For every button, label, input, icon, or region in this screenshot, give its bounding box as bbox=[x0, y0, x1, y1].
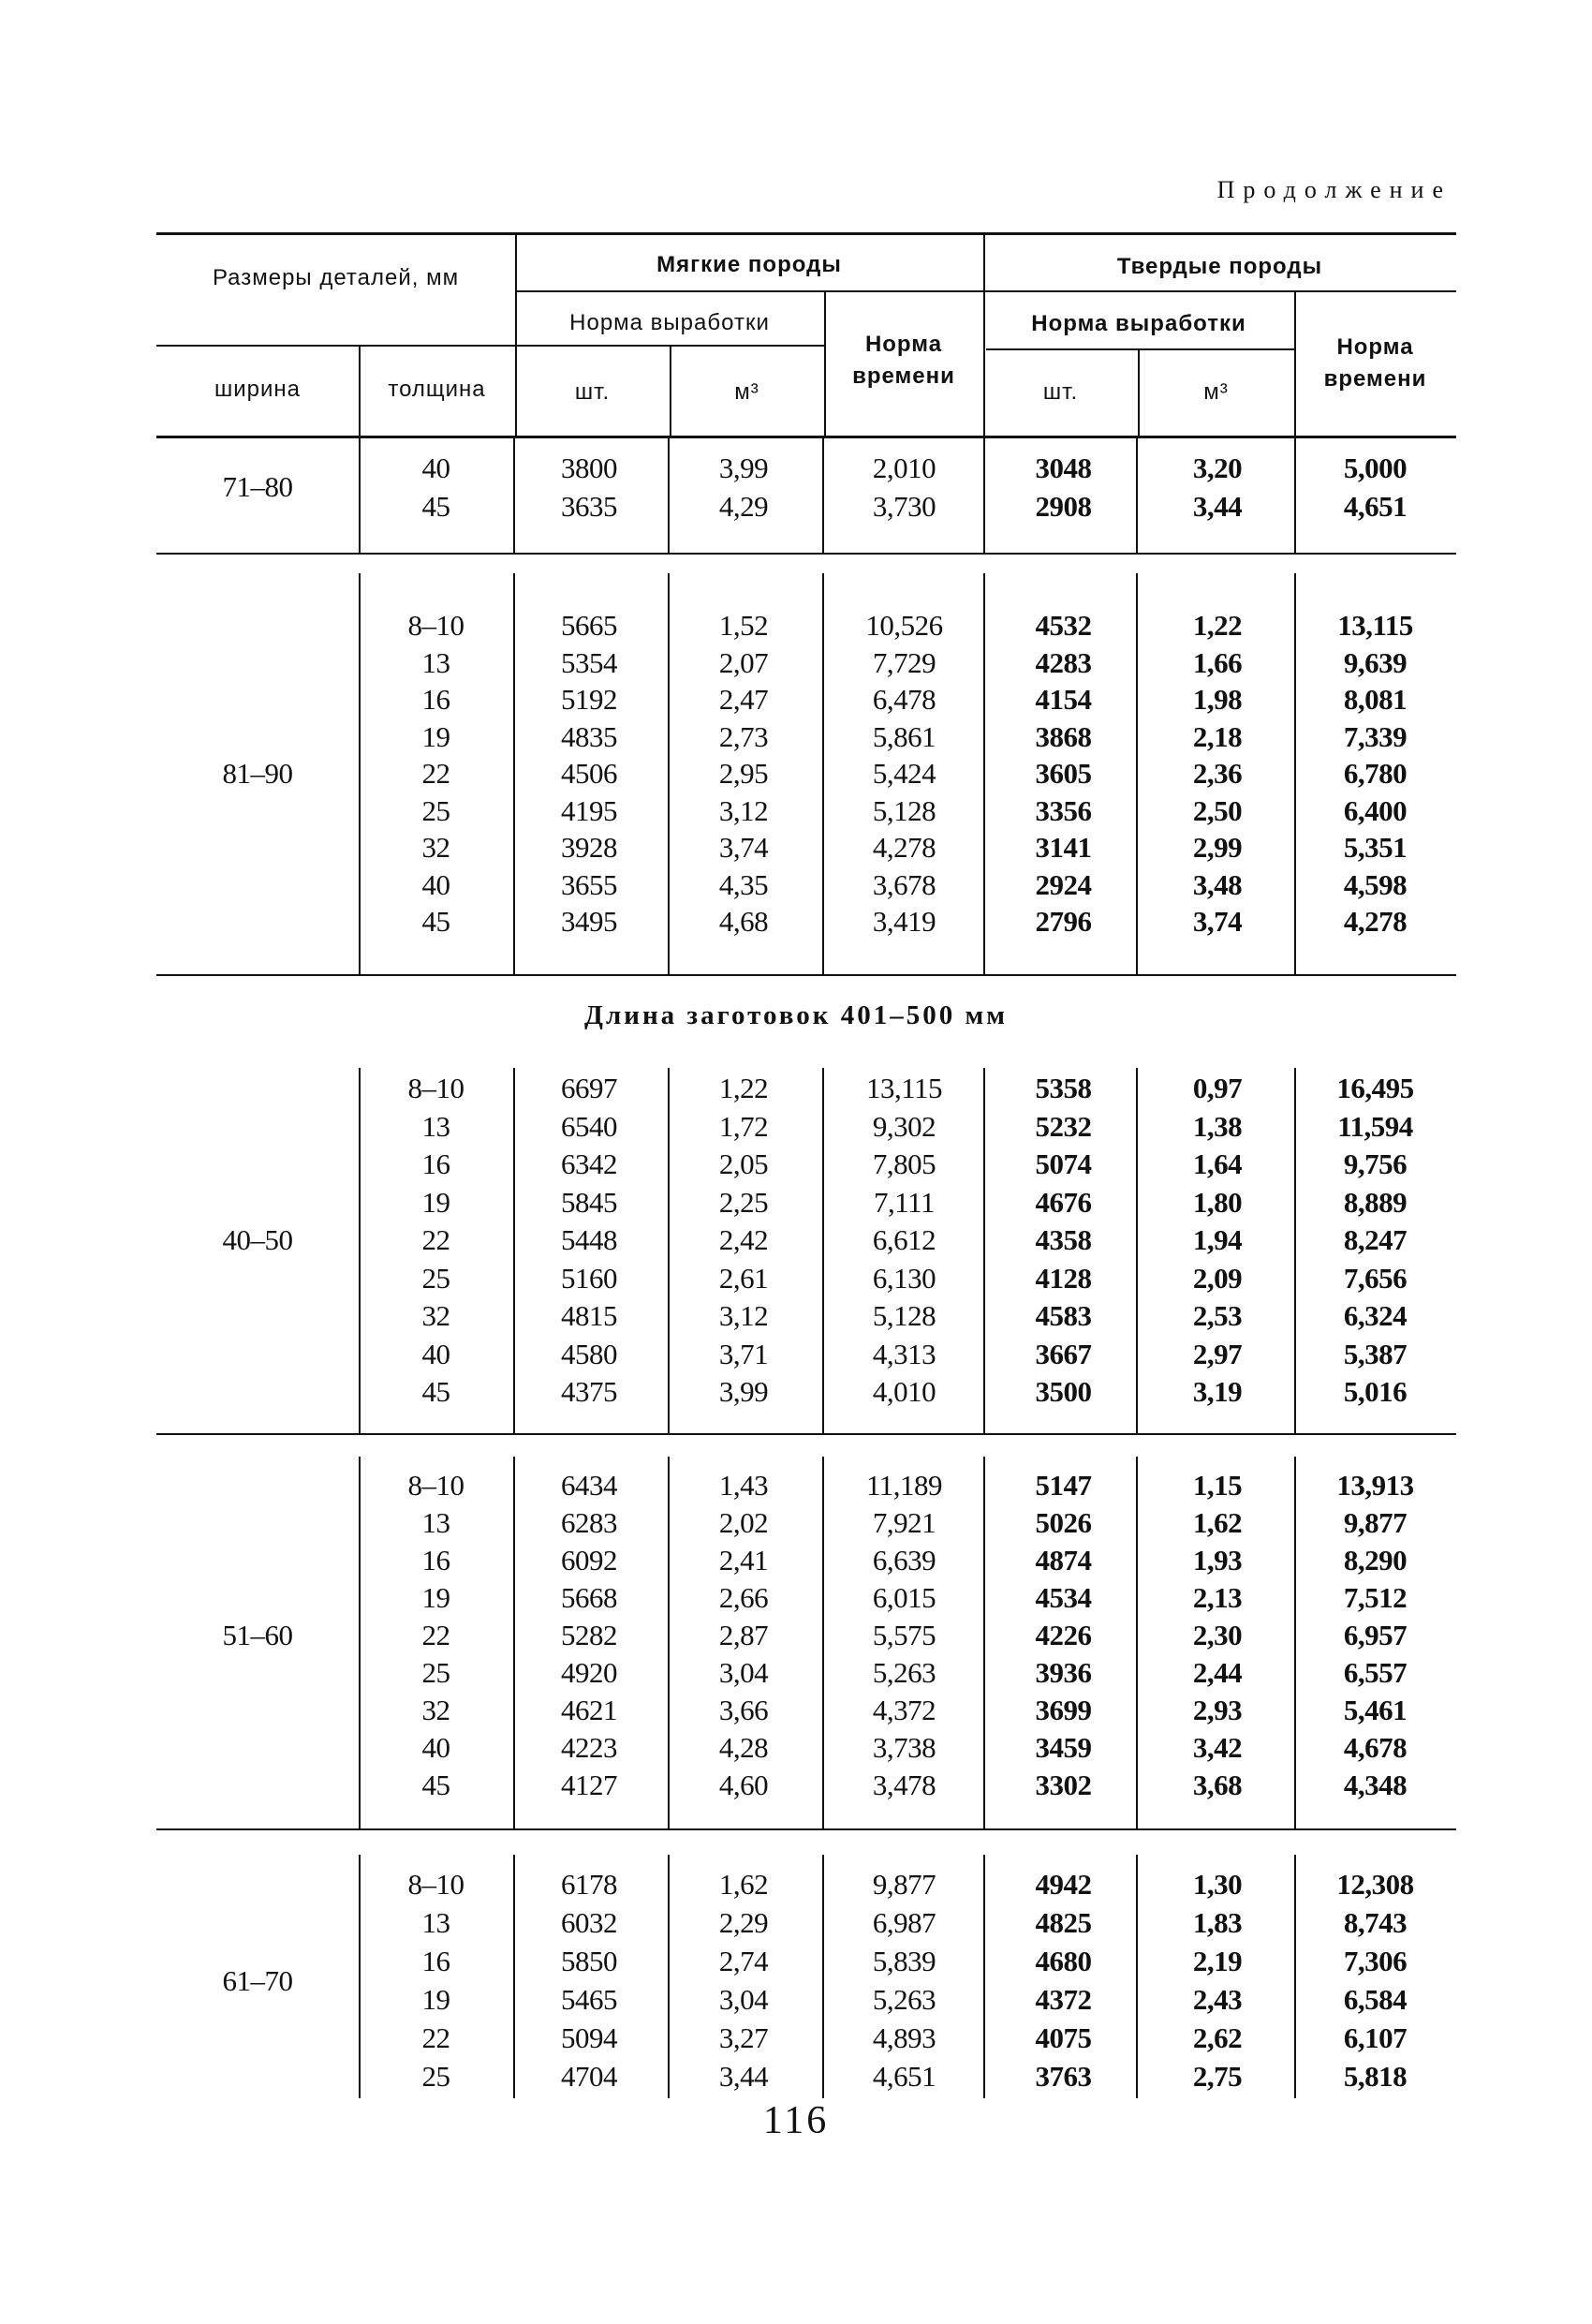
soft-time-value: 5,861 bbox=[872, 719, 936, 753]
soft-pcs-value: 4580 bbox=[561, 1337, 617, 1370]
hard-m3-value: 1,98 bbox=[1192, 683, 1243, 716]
soft-m3-value: 2,25 bbox=[718, 1185, 769, 1219]
soft-pcs-value: 5282 bbox=[561, 1619, 617, 1651]
thickness-value: 25 bbox=[421, 1261, 450, 1295]
soft-time-value: 4,278 bbox=[872, 831, 936, 864]
hard-pcs-value: 5232 bbox=[1035, 1109, 1092, 1143]
thickness-value: 19 bbox=[421, 719, 450, 753]
hard-m3-value: 2,13 bbox=[1192, 1581, 1243, 1614]
hard-pcs-value: 5026 bbox=[1035, 1506, 1092, 1539]
soft-m3-value: 3,04 bbox=[718, 1656, 769, 1689]
soft-pcs-value: 6342 bbox=[561, 1147, 617, 1180]
hard-pcs-value: 3048 bbox=[1035, 451, 1092, 484]
soft-output-norm-header: Норма выработки bbox=[569, 310, 770, 335]
soft-time-value: 5,128 bbox=[872, 793, 936, 827]
soft-m3-value: 3,12 bbox=[718, 793, 769, 827]
hard-pcs-value: 5147 bbox=[1035, 1469, 1092, 1502]
thickness-value: 13 bbox=[421, 1906, 450, 1939]
width-value: 40–50 bbox=[222, 1223, 293, 1256]
soft-m3-value: 2,73 bbox=[718, 719, 769, 753]
hard-woods-header: Твердые породы bbox=[1116, 254, 1323, 279]
thickness-value: 13 bbox=[421, 1109, 450, 1143]
hard-m3-value: 3,42 bbox=[1192, 1731, 1243, 1764]
soft-m3-value: 4,29 bbox=[718, 489, 769, 523]
soft-m3-value: 4,28 bbox=[718, 1731, 769, 1764]
soft-pcs-value: 6540 bbox=[561, 1109, 617, 1143]
hard-m3-value: 1,38 bbox=[1192, 1109, 1243, 1143]
hard-pcs-value: 4825 bbox=[1035, 1906, 1092, 1939]
soft-pcs-value: 4195 bbox=[561, 793, 617, 827]
soft-m3-value: 3,44 bbox=[718, 2060, 769, 2093]
group-separator-rule bbox=[156, 974, 1456, 976]
hard-m3-header: м³ bbox=[1203, 379, 1229, 405]
soft-m3-value: 2,74 bbox=[718, 1945, 769, 1977]
hard-pcs-value: 3699 bbox=[1035, 1694, 1092, 1726]
soft-pcs-value: 4920 bbox=[561, 1656, 617, 1689]
hard-m3-value: 2,09 bbox=[1192, 1261, 1243, 1295]
hard-time-value: 6,400 bbox=[1343, 793, 1408, 827]
hard-time-value: 13,913 bbox=[1336, 1469, 1414, 1502]
soft-time-norm-header-2: времени bbox=[852, 363, 955, 389]
hard-time-value: 9,639 bbox=[1343, 645, 1408, 679]
soft-pcs-value: 6434 bbox=[561, 1469, 617, 1502]
thickness-value: 45 bbox=[421, 489, 450, 523]
hard-m3-value: 2,43 bbox=[1192, 1983, 1243, 2016]
thickness-value: 8–10 bbox=[407, 1868, 464, 1901]
hard-time-value: 11,594 bbox=[1337, 1109, 1413, 1143]
hard-time-value: 8,743 bbox=[1343, 1906, 1408, 1939]
hard-time-value: 13,115 bbox=[1337, 609, 1413, 642]
hard-m3-value: 2,50 bbox=[1192, 793, 1243, 827]
hard-m3-value: 0,97 bbox=[1192, 1072, 1243, 1104]
soft-m3-value: 2,42 bbox=[718, 1223, 769, 1256]
thickness-value: 16 bbox=[421, 1544, 450, 1576]
thickness-value: 22 bbox=[421, 1223, 450, 1256]
hard-time-value: 8,889 bbox=[1343, 1185, 1408, 1219]
soft-time-value: 6,987 bbox=[872, 1906, 936, 1939]
hard-time-value: 4,598 bbox=[1343, 867, 1408, 901]
hard-m3-value: 1,62 bbox=[1192, 1506, 1243, 1539]
hard-time-value: 12,308 bbox=[1336, 1868, 1414, 1901]
soft-time-value: 3,730 bbox=[872, 489, 936, 523]
hard-m3-value: 1,64 bbox=[1192, 1147, 1243, 1180]
continued-label: Продолжение bbox=[1216, 176, 1452, 203]
soft-pcs-value: 5665 bbox=[561, 609, 617, 642]
table-top-rule bbox=[156, 232, 1456, 235]
soft-pcs-value: 4127 bbox=[561, 1769, 617, 1801]
soft-m3-value: 4,60 bbox=[718, 1769, 769, 1801]
soft-pcs-value: 5094 bbox=[561, 2021, 617, 2054]
hard-pcs-value: 4128 bbox=[1035, 1261, 1092, 1295]
hard-time-value: 6,957 bbox=[1343, 1619, 1408, 1651]
thickness-value: 40 bbox=[421, 1337, 450, 1370]
soft-time-value: 3,419 bbox=[872, 905, 936, 938]
soft-pcs-value: 6092 bbox=[561, 1544, 617, 1576]
hard-time-value: 4,678 bbox=[1343, 1731, 1408, 1764]
hard-m3-value: 2,19 bbox=[1192, 1945, 1243, 1977]
soft-m3-value: 1,52 bbox=[718, 609, 769, 642]
hard-time-value: 6,324 bbox=[1343, 1299, 1408, 1332]
hard-pcs-value: 4226 bbox=[1035, 1619, 1092, 1651]
hard-time-value: 7,512 bbox=[1343, 1581, 1408, 1614]
soft-m3-value: 3,66 bbox=[718, 1694, 769, 1726]
hard-pcs-value: 4534 bbox=[1035, 1581, 1092, 1614]
soft-time-value: 6,015 bbox=[872, 1581, 936, 1614]
soft-m3-value: 3,71 bbox=[718, 1337, 769, 1370]
soft-time-value: 10,526 bbox=[865, 609, 943, 642]
soft-pcs-value: 3655 bbox=[561, 867, 617, 901]
hard-m3-value: 3,48 bbox=[1192, 867, 1243, 901]
soft-m3-value: 1,62 bbox=[718, 1868, 769, 1901]
thickness-value: 45 bbox=[421, 1769, 450, 1801]
soft-time-value: 2,010 bbox=[872, 451, 936, 484]
soft-pcs-value: 4621 bbox=[561, 1694, 617, 1726]
soft-time-value: 6,478 bbox=[872, 683, 936, 716]
hard-subheader-rule bbox=[986, 348, 1294, 350]
sizes-header: Размеры деталей, мм bbox=[212, 265, 460, 290]
soft-time-value: 5,128 bbox=[872, 1299, 936, 1332]
thickness-value: 16 bbox=[421, 1147, 450, 1180]
hard-m3-value: 2,99 bbox=[1192, 831, 1243, 864]
thickness-value: 32 bbox=[421, 1694, 450, 1726]
soft-m3-value: 3,04 bbox=[718, 1983, 769, 2016]
soft-woods-header: Мягкие породы bbox=[656, 252, 842, 277]
hard-time-value: 8,081 bbox=[1343, 683, 1408, 716]
soft-pcs-value: 3928 bbox=[561, 831, 617, 864]
soft-m3-value: 2,61 bbox=[718, 1261, 769, 1295]
hard-m3-value: 1,80 bbox=[1192, 1185, 1243, 1219]
hard-pcs-value: 4676 bbox=[1035, 1185, 1092, 1219]
soft-m3-value: 3,12 bbox=[718, 1299, 769, 1332]
hard-m3-value: 1,66 bbox=[1192, 645, 1243, 679]
thickness-value: 8–10 bbox=[407, 609, 464, 642]
hard-pcs-value: 4680 bbox=[1035, 1945, 1092, 1977]
soft-m3-value: 2,29 bbox=[718, 1906, 769, 1939]
soft-m3-value: 3,99 bbox=[718, 1375, 769, 1408]
soft-m3-value: 2,66 bbox=[718, 1581, 769, 1614]
hard-time-value: 5,016 bbox=[1343, 1375, 1408, 1408]
soft-pcs-value: 5354 bbox=[561, 645, 617, 679]
hard-m3-value: 2,62 bbox=[1192, 2021, 1243, 2054]
soft-m3-value: 3,74 bbox=[718, 831, 769, 864]
hard-time-value: 5,351 bbox=[1343, 831, 1408, 864]
hard-pcs-value: 3141 bbox=[1035, 831, 1092, 864]
hard-pcs-value: 2908 bbox=[1035, 489, 1092, 523]
soft-time-value: 6,130 bbox=[872, 1261, 936, 1295]
soft-time-value: 4,893 bbox=[872, 2021, 936, 2054]
soft-time-value: 4,010 bbox=[872, 1375, 936, 1408]
hard-time-value: 9,877 bbox=[1343, 1506, 1408, 1539]
soft-time-value: 9,302 bbox=[872, 1109, 936, 1143]
hard-time-value: 5,000 bbox=[1343, 451, 1408, 484]
hard-time-value: 7,656 bbox=[1343, 1261, 1408, 1295]
soft-m3-value: 1,22 bbox=[718, 1072, 769, 1104]
soft-pcs-value: 6178 bbox=[561, 1868, 617, 1901]
thickness-value: 16 bbox=[421, 1945, 450, 1977]
thickness-value: 13 bbox=[421, 645, 450, 679]
soft-time-norm-header: Норма bbox=[864, 332, 943, 357]
soft-m3-value: 2,02 bbox=[718, 1506, 769, 1539]
hard-time-value: 7,306 bbox=[1343, 1945, 1408, 1977]
hard-pcs-value: 3459 bbox=[1035, 1731, 1092, 1764]
hard-time-value: 5,818 bbox=[1343, 2060, 1408, 2093]
width-value: 61–70 bbox=[222, 1963, 293, 1997]
soft-pcs-value: 5845 bbox=[561, 1185, 617, 1219]
soft-time-value: 5,263 bbox=[872, 1656, 936, 1689]
soft-pcs-header: шт. bbox=[574, 379, 611, 405]
soft-m3-value: 2,07 bbox=[718, 645, 769, 679]
hard-m3-value: 2,18 bbox=[1192, 719, 1243, 753]
thickness-value: 45 bbox=[421, 1375, 450, 1408]
soft-pcs-value: 3635 bbox=[561, 489, 617, 523]
hard-m3-value: 3,68 bbox=[1192, 1769, 1243, 1801]
soft-pcs-value: 4375 bbox=[561, 1375, 617, 1408]
soft-m3-value: 2,95 bbox=[718, 757, 769, 790]
hard-m3-value: 2,75 bbox=[1192, 2060, 1243, 2093]
hard-time-value: 4,651 bbox=[1343, 489, 1408, 523]
hard-m3-value: 2,30 bbox=[1192, 1619, 1243, 1651]
hard-time-value: 6,557 bbox=[1343, 1656, 1408, 1689]
soft-pcs-value: 4835 bbox=[561, 719, 617, 753]
soft-m3-value: 1,72 bbox=[718, 1109, 769, 1143]
hard-m3-value: 2,97 bbox=[1192, 1337, 1243, 1370]
hard-m3-value: 1,30 bbox=[1192, 1868, 1243, 1901]
thickness-value: 8–10 bbox=[407, 1072, 464, 1104]
hard-pcs-value: 4532 bbox=[1035, 609, 1092, 642]
hard-m3-value: 2,93 bbox=[1192, 1694, 1243, 1726]
hard-m3-value: 1,93 bbox=[1192, 1544, 1243, 1576]
hard-pcs-value: 3868 bbox=[1035, 719, 1092, 753]
soft-pcs-value: 6697 bbox=[561, 1072, 617, 1104]
soft-time-value: 4,372 bbox=[872, 1694, 936, 1726]
header-col-rule bbox=[1294, 290, 1296, 436]
thickness-value: 22 bbox=[421, 2021, 450, 2054]
soft-time-value: 9,877 bbox=[872, 1868, 936, 1901]
hard-pcs-value: 4154 bbox=[1035, 683, 1092, 716]
hard-pcs-value: 4283 bbox=[1035, 645, 1092, 679]
soft-m3-value: 2,87 bbox=[718, 1619, 769, 1651]
hard-time-value: 7,339 bbox=[1343, 719, 1408, 753]
thickness-value: 22 bbox=[421, 1619, 450, 1651]
hard-time-value: 8,247 bbox=[1343, 1223, 1408, 1256]
soft-time-value: 7,111 bbox=[874, 1185, 935, 1219]
soft-time-value: 7,921 bbox=[872, 1506, 936, 1539]
soft-m3-value: 2,05 bbox=[718, 1147, 769, 1180]
soft-time-value: 3,738 bbox=[872, 1731, 936, 1764]
hard-m3-value: 3,19 bbox=[1192, 1375, 1243, 1408]
hard-pcs-value: 4942 bbox=[1035, 1868, 1092, 1901]
hard-time-value: 16,495 bbox=[1336, 1072, 1414, 1104]
hard-pcs-value: 2924 bbox=[1035, 867, 1092, 901]
soft-time-value: 5,839 bbox=[872, 1945, 936, 1977]
soft-pcs-value: 4506 bbox=[561, 757, 617, 790]
soft-time-value: 5,263 bbox=[872, 1983, 936, 2016]
soft-pcs-value: 5448 bbox=[561, 1223, 617, 1256]
thickness-value: 8–10 bbox=[407, 1469, 464, 1502]
width-thickness-rule bbox=[156, 345, 824, 347]
hard-m3-value: 3,44 bbox=[1192, 489, 1243, 523]
thickness-value: 25 bbox=[421, 1656, 450, 1689]
hard-pcs-value: 3763 bbox=[1035, 2060, 1092, 2093]
hard-pcs-header: шт. bbox=[1042, 379, 1079, 405]
soft-m3-value: 3,27 bbox=[718, 2021, 769, 2054]
thickness-value: 25 bbox=[421, 2060, 450, 2093]
section-title: Длина заготовок 401–500 мм bbox=[584, 1000, 1008, 1030]
soft-m3-value: 4,68 bbox=[718, 905, 769, 938]
thickness-value: 40 bbox=[421, 1731, 450, 1764]
hard-output-norm-header: Норма выработки bbox=[1031, 311, 1246, 336]
soft-pcs-value: 5850 bbox=[561, 1945, 617, 1977]
hard-m3-value: 3,74 bbox=[1192, 905, 1243, 938]
width-value: 81–90 bbox=[222, 757, 293, 790]
hard-m3-value: 3,20 bbox=[1192, 451, 1243, 484]
thickness-value: 32 bbox=[421, 1299, 450, 1332]
group-header-rule bbox=[515, 290, 1456, 292]
group-separator-rule bbox=[156, 1828, 1456, 1830]
soft-pcs-value: 5160 bbox=[561, 1261, 617, 1295]
hard-time-value: 5,461 bbox=[1343, 1694, 1408, 1726]
soft-time-value: 11,189 bbox=[865, 1469, 943, 1502]
hard-m3-value: 2,36 bbox=[1192, 757, 1243, 790]
hard-pcs-value: 2796 bbox=[1035, 905, 1092, 938]
hard-m3-value: 1,94 bbox=[1192, 1223, 1243, 1256]
hard-time-norm-header-2: времени bbox=[1323, 366, 1427, 392]
soft-pcs-value: 3495 bbox=[561, 905, 617, 938]
soft-m3-value: 3,99 bbox=[718, 451, 769, 484]
hard-m3-value: 1,22 bbox=[1192, 609, 1243, 642]
soft-m3-value: 2,41 bbox=[718, 1544, 769, 1576]
thickness-value: 32 bbox=[421, 831, 450, 864]
hard-pcs-value: 4372 bbox=[1035, 1983, 1092, 2016]
thickness-header: толщина bbox=[388, 377, 486, 402]
soft-time-value: 7,729 bbox=[872, 645, 936, 679]
soft-time-value: 3,478 bbox=[872, 1769, 936, 1801]
hard-time-norm-header: Норма bbox=[1336, 334, 1414, 360]
soft-time-value: 6,612 bbox=[872, 1223, 936, 1256]
thickness-value: 16 bbox=[421, 683, 450, 716]
hard-time-value: 5,387 bbox=[1343, 1337, 1408, 1370]
hard-pcs-value: 5358 bbox=[1035, 1072, 1092, 1104]
soft-time-value: 4,313 bbox=[872, 1337, 936, 1370]
hard-pcs-value: 3500 bbox=[1035, 1375, 1092, 1408]
soft-m3-value: 2,47 bbox=[718, 683, 769, 716]
hard-m3-value: 2,44 bbox=[1192, 1656, 1243, 1689]
soft-time-value: 4,651 bbox=[872, 2060, 936, 2093]
hard-pcs-value: 4874 bbox=[1035, 1544, 1092, 1576]
soft-pcs-value: 5192 bbox=[561, 683, 617, 716]
soft-time-value: 6,639 bbox=[872, 1544, 936, 1576]
thickness-value: 45 bbox=[421, 905, 450, 938]
hard-time-value: 9,756 bbox=[1343, 1147, 1408, 1180]
hard-time-value: 4,278 bbox=[1343, 905, 1408, 938]
header-bottom-rule bbox=[156, 436, 1456, 438]
thickness-value: 19 bbox=[421, 1581, 450, 1614]
soft-pcs-value: 5668 bbox=[561, 1581, 617, 1614]
hard-m3-value: 1,15 bbox=[1192, 1469, 1243, 1502]
hard-time-value: 4,348 bbox=[1343, 1769, 1408, 1801]
width-value: 71–80 bbox=[222, 470, 293, 504]
hard-m3-value: 1,83 bbox=[1192, 1906, 1243, 1939]
hard-m3-value: 2,53 bbox=[1192, 1299, 1243, 1332]
hard-pcs-value: 3356 bbox=[1035, 793, 1092, 827]
soft-pcs-value: 6283 bbox=[561, 1506, 617, 1539]
thickness-value: 19 bbox=[421, 1983, 450, 2016]
soft-pcs-value: 6032 bbox=[561, 1906, 617, 1939]
hard-pcs-value: 5074 bbox=[1035, 1147, 1092, 1180]
thickness-value: 25 bbox=[421, 793, 450, 827]
width-header: ширина bbox=[214, 377, 301, 402]
soft-time-value: 13,115 bbox=[865, 1072, 943, 1104]
thickness-value: 13 bbox=[421, 1506, 450, 1539]
hard-pcs-value: 4358 bbox=[1035, 1223, 1092, 1256]
hard-pcs-value: 4075 bbox=[1035, 2021, 1092, 2054]
soft-m3-value: 1,43 bbox=[718, 1469, 769, 1502]
soft-pcs-value: 4223 bbox=[561, 1731, 617, 1764]
page-number: 116 bbox=[762, 2099, 830, 2142]
hard-time-value: 6,584 bbox=[1343, 1983, 1408, 2016]
soft-time-value: 5,424 bbox=[872, 757, 936, 790]
thickness-value: 40 bbox=[421, 451, 450, 484]
soft-m3-value: 4,35 bbox=[718, 867, 769, 901]
group-separator-rule bbox=[156, 553, 1456, 555]
hard-time-value: 6,780 bbox=[1343, 757, 1408, 790]
thickness-value: 22 bbox=[421, 757, 450, 790]
soft-pcs-value: 4815 bbox=[561, 1299, 617, 1332]
soft-time-value: 7,805 bbox=[872, 1147, 936, 1180]
soft-pcs-value: 4704 bbox=[561, 2060, 617, 2093]
group-separator-rule bbox=[156, 1433, 1456, 1435]
hard-pcs-value: 3936 bbox=[1035, 1656, 1092, 1689]
hard-pcs-value: 3605 bbox=[1035, 757, 1092, 790]
hard-pcs-value: 3302 bbox=[1035, 1769, 1092, 1801]
hard-pcs-value: 3667 bbox=[1035, 1337, 1092, 1370]
soft-pcs-value: 5465 bbox=[561, 1983, 617, 2016]
soft-time-value: 3,678 bbox=[872, 867, 936, 901]
soft-time-value: 5,575 bbox=[872, 1619, 936, 1651]
hard-pcs-value: 4583 bbox=[1035, 1299, 1092, 1332]
soft-m3-header: м³ bbox=[734, 379, 759, 405]
hard-time-value: 8,290 bbox=[1343, 1544, 1408, 1576]
soft-pcs-value: 3800 bbox=[561, 451, 617, 484]
thickness-value: 19 bbox=[421, 1185, 450, 1219]
width-value: 51–60 bbox=[222, 1619, 293, 1651]
hard-time-value: 6,107 bbox=[1343, 2021, 1408, 2054]
thickness-value: 40 bbox=[421, 867, 450, 901]
